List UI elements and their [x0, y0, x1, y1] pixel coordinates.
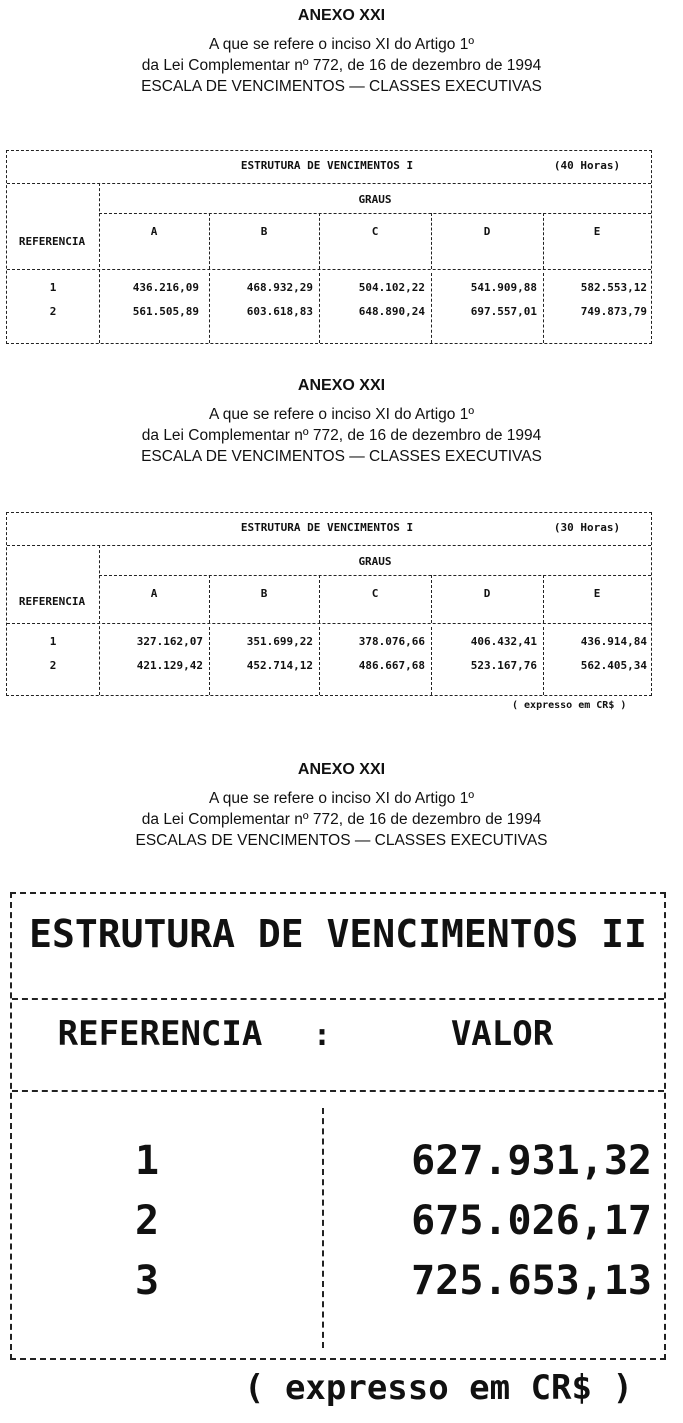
value-cell: 541.909,88 [470, 281, 537, 294]
divider [319, 213, 320, 269]
value-cell: 436.216,09 [132, 281, 199, 294]
currency-note: ( expresso em CR$ ) [512, 700, 627, 711]
column-header-c: C [371, 225, 379, 238]
table-title: ESTRUTURA DE VENCIMENTOS I [240, 159, 414, 172]
reference-label: REFERENCIA [57, 1014, 263, 1054]
column-header-e: E [593, 225, 601, 238]
row-reference: 1 [134, 1138, 160, 1184]
section-3-header [0, 760, 683, 851]
row-reference: 1 [49, 281, 57, 294]
column-header-a: A [150, 587, 158, 600]
column-header-c: C [371, 587, 379, 600]
value-cell: 378.076,66 [358, 635, 425, 648]
currency-note: ( expresso em CR$ ) [244, 1368, 633, 1408]
value-cell: 486.667,68 [358, 659, 425, 672]
salary-table-30h [6, 512, 652, 696]
column-header-b: B [260, 587, 268, 600]
header-line-2: da Lei Complementar nº 772, de 16 de dezembro de 1994 [141, 811, 542, 828]
graus-label: GRAUS [358, 555, 392, 568]
header-line-3: ESCALA DE VENCIMENTOS — CLASSES EXECUTIVAS [141, 448, 542, 465]
table-hours: (30 Horas) [553, 521, 621, 534]
row-reference: 2 [49, 305, 57, 318]
divider [319, 273, 320, 343]
value-cell: 562.405,34 [580, 659, 647, 672]
table-title: ESTRUTURA DE VENCIMENTOS I [240, 521, 414, 534]
value-cell: 421.129,42 [136, 659, 203, 672]
header-line-3: ESCALA DE VENCIMENTOS — CLASSES EXECUTIVAS [141, 78, 542, 95]
divider [319, 627, 320, 695]
graus-label: GRAUS [358, 193, 392, 206]
header-line-1: A que se refere o inciso XI do Artigo 1º [208, 790, 474, 807]
value-cell: 406.432,41 [470, 635, 537, 648]
divider [543, 213, 544, 269]
column-header-d: D [483, 225, 491, 238]
reference-label: REFERENCIA [18, 235, 86, 248]
ref-separator: : [312, 1018, 332, 1053]
header-line-1: A que se refere o inciso XI do Artigo 1º [208, 406, 474, 423]
table-title: ESTRUTURA DE VENCIMENTOS II [29, 912, 647, 956]
divider [7, 183, 651, 184]
value-cell: 582.553,12 [580, 281, 647, 294]
divider [209, 273, 210, 343]
divider [7, 269, 651, 270]
divider [209, 213, 210, 269]
annex-title: ANEXO XXI [297, 377, 386, 394]
value-cell: 603.618,83 [246, 305, 313, 318]
divider [209, 627, 210, 695]
divider [12, 1090, 664, 1092]
divider [7, 545, 651, 546]
value-cell: 327.162,07 [136, 635, 203, 648]
divider [431, 213, 432, 269]
header-line-1: A que se refere o inciso XI do Artigo 1º [208, 36, 474, 53]
value-cell: 725.653,13 [411, 1258, 652, 1304]
value-cell: 627.931,32 [411, 1138, 652, 1184]
section-1-header [0, 6, 683, 97]
value-cell: 675.026,17 [411, 1198, 652, 1244]
column-header-a: A [150, 225, 158, 238]
header-line-2: da Lei Complementar nº 772, de 16 de dezembro de 1994 [141, 57, 542, 74]
value-cell: 697.557,01 [470, 305, 537, 318]
value-cell: 436.914,84 [580, 635, 647, 648]
divider [543, 273, 544, 343]
value-cell: 561.505,89 [132, 305, 199, 318]
row-reference: 2 [49, 659, 57, 672]
value-cell: 452.714,12 [246, 659, 313, 672]
divider [322, 1108, 324, 1348]
value-cell: 468.932,29 [246, 281, 313, 294]
row-reference: 1 [49, 635, 57, 648]
annex-title: ANEXO XXI [297, 761, 386, 778]
value-label: VALOR [450, 1014, 554, 1054]
divider [209, 575, 210, 623]
divider [319, 575, 320, 623]
divider [7, 623, 651, 624]
divider [99, 183, 100, 343]
divider [543, 575, 544, 623]
salary-table-40h [6, 150, 652, 344]
value-cell: 648.890,24 [358, 305, 425, 318]
table-hours: (40 Horas) [553, 159, 621, 172]
divider [99, 213, 651, 214]
column-header-b: B [260, 225, 268, 238]
salary-table-ii [10, 892, 666, 1360]
header-line-2: da Lei Complementar nº 772, de 16 de dezembro de 1994 [141, 427, 542, 444]
section-2-header [0, 376, 683, 467]
divider [543, 627, 544, 695]
value-cell: 523.167,76 [470, 659, 537, 672]
value-cell: 351.699,22 [246, 635, 313, 648]
value-cell: 504.102,22 [358, 281, 425, 294]
divider [99, 545, 100, 695]
column-header-d: D [483, 587, 491, 600]
divider [431, 627, 432, 695]
header-line-3: ESCALAS DE VENCIMENTOS — CLASSES EXECUTIVAS [135, 832, 548, 849]
divider [431, 273, 432, 343]
row-reference: 2 [134, 1198, 160, 1244]
reference-label: REFERENCIA [18, 595, 86, 608]
divider [99, 575, 651, 576]
value-cell: 749.873,79 [580, 305, 647, 318]
divider [12, 998, 664, 1000]
column-header-e: E [593, 587, 601, 600]
annex-title: ANEXO XXI [297, 7, 386, 24]
divider [431, 575, 432, 623]
row-reference: 3 [134, 1258, 160, 1304]
